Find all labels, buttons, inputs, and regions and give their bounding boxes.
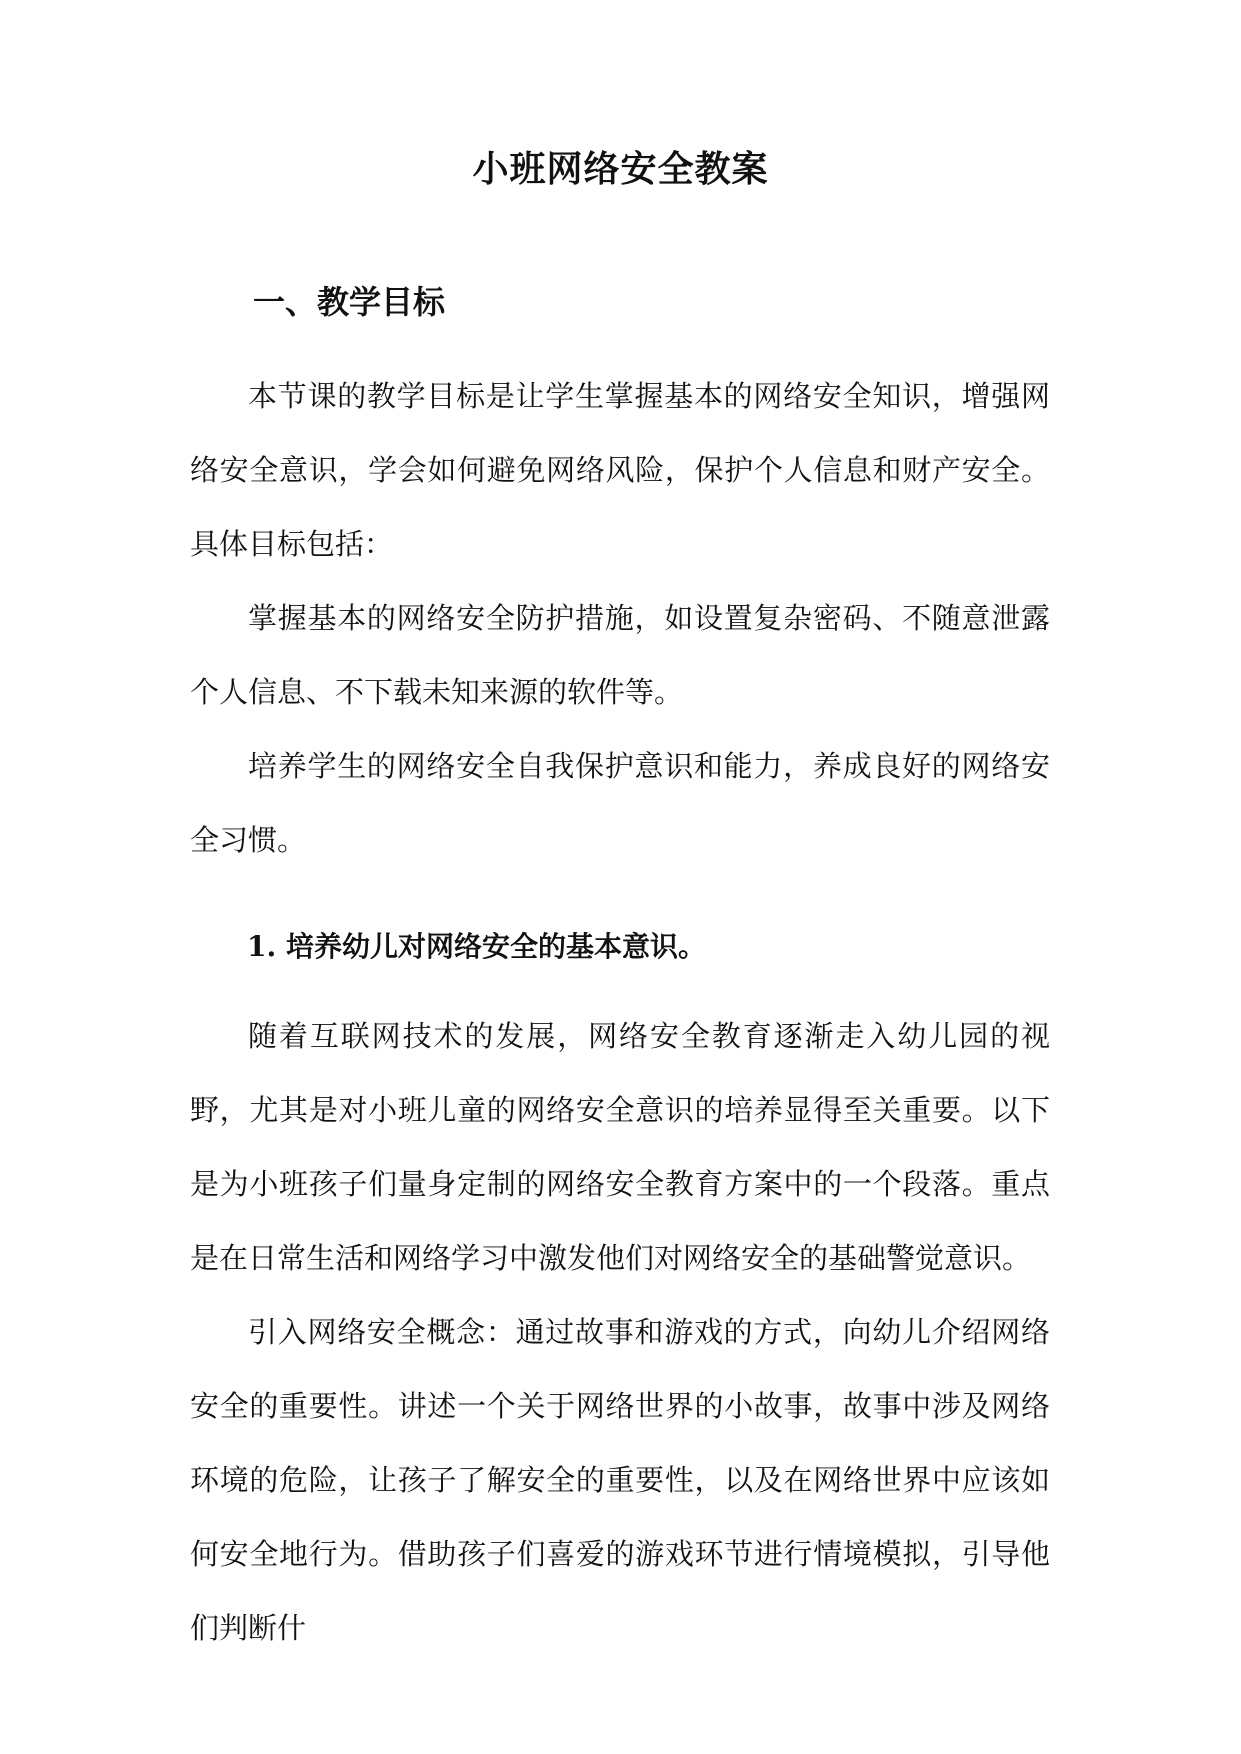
paragraph-introduce-concepts: 引入网络安全概念：通过故事和游戏的方式，向幼儿介绍网络安全的重要性。讲述一个关于网络世界的小故事，故事中涉及网络环境的危险，让孩子了解安全的重要性，以及在网络世界中应该如何安全地行为。借助孩子们喜爱的游戏环节进行情境模拟，引导他们判断什 (190, 1315, 1050, 1645)
paragraph-protection-measures: 掌握基本的网络安全防护措施，如设置复杂密码、不随意泄露个人信息、不下载未知来源的软件等。 (190, 601, 1050, 709)
paragraph-self-protection: 培养学生的网络安全自我保护意识和能力，养成良好的网络安全习惯。 (190, 749, 1050, 857)
paragraph-background: 随着互联网技术的发展，网络安全教育逐渐走入幼儿园的视野，尤其是对小班儿童的网络安全意识的培养显得至关重要。以下是为小班孩子们量身定制的网络安全教育方案中的一个段落。重点是在日常生活和网络学习中激发他们对网络安全的基础警觉意识。 (190, 1019, 1050, 1275)
document-title: 小班网络安全教案 (472, 148, 769, 190)
subsection-heading-awareness: 1. 培养幼儿对网络安全的基本意识。 (247, 930, 706, 963)
paragraph-goals-intro: 本节课的教学目标是让学生掌握基本的网络安全知识，增强网络安全意识，学会如何避免网络风险，保护个人信息和财产安全。具体目标包括： (190, 379, 1050, 561)
section-heading-teaching-goals: 一、教学目标 (253, 283, 446, 321)
